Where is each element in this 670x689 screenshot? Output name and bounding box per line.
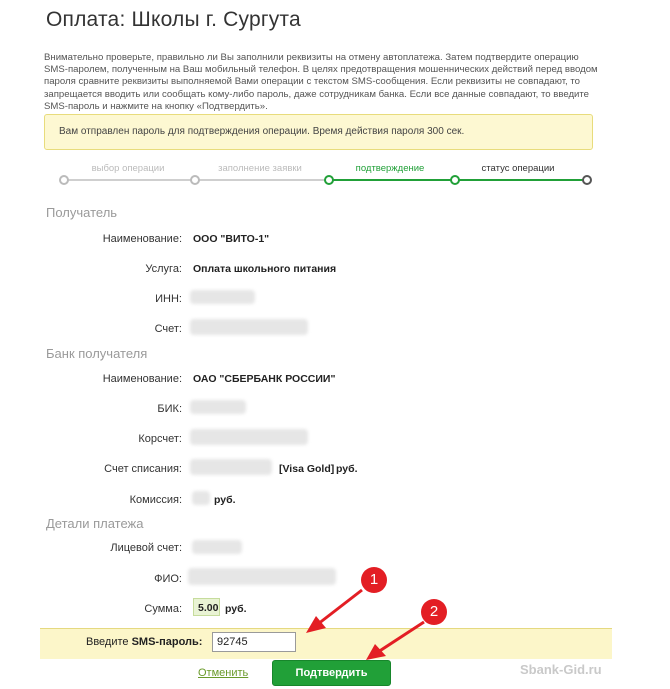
arrow-1-line bbox=[318, 590, 362, 624]
debit-currency: руб. bbox=[336, 463, 358, 475]
recipient-name-value: ООО "ВИТО-1" bbox=[193, 233, 270, 245]
service-value: Оплата школьного питания bbox=[193, 263, 337, 275]
section-recipient: Получатель bbox=[46, 205, 118, 220]
bank-name-label: Наименование: bbox=[102, 373, 182, 385]
fee-currency: руб. bbox=[214, 494, 236, 506]
sms-label-prefix: Введите bbox=[86, 636, 132, 648]
arrow-2-head bbox=[366, 644, 386, 660]
arrow-2-line bbox=[378, 622, 424, 652]
fee-label: Комиссия: bbox=[129, 494, 182, 506]
inn-label: ИНН: bbox=[155, 293, 182, 305]
amount-currency: руб. bbox=[225, 603, 247, 615]
corr-account-label: Корсчет: bbox=[138, 433, 182, 445]
step-label-select: выбор операции bbox=[91, 163, 165, 174]
debit-card-type: [Visa Gold] bbox=[279, 463, 335, 475]
annotation-badge-2: 2 bbox=[421, 599, 447, 625]
recipient-name-label: Наименование: bbox=[102, 233, 182, 245]
service-label: Услуга: bbox=[145, 263, 182, 275]
section-bank: Банк получателя bbox=[46, 346, 148, 361]
watermark: Sbank-Gid.ru bbox=[520, 662, 602, 677]
annotation-badge-1: 1 bbox=[361, 567, 387, 593]
personal-account-label: Лицевой счет: bbox=[110, 542, 182, 554]
page-title: Оплата: Школы г. Сургута bbox=[46, 8, 301, 31]
bank-name-value: ОАО "СБЕРБАНК РОССИИ" bbox=[193, 373, 336, 385]
sms-label-bold: SMS-пароль: bbox=[131, 636, 203, 648]
section-payment-details: Детали платежа bbox=[46, 516, 144, 531]
amount-label: Сумма: bbox=[144, 603, 182, 615]
account-label: Счет: bbox=[154, 323, 182, 335]
fio-label: ФИО: bbox=[154, 573, 182, 585]
instructions-text: Внимательно проверьте, правильно ли Вы заполнили реквизиты на отмену автоплатежа. Затем подтвердите операцию SMS-паролем, полученным на Ваш мобильный телефон. В целях предотвращения мошеннических действий перед вводом пароля сравните реквизиты выполняемой Вами операции с текстом SMS-сообщения. Если реквизиты не совпадают, то запрещается вводить или сообщать кому-либо пароль, даже сотрудникам банка. Если все данные совпадают, то введите SMS-пароль и нажмите на кнопку «Подтвердить». bbox=[44, 52, 598, 112]
step-label-status: статус операции bbox=[481, 163, 555, 174]
cancel-link[interactable]: Отменить bbox=[198, 667, 249, 679]
amount-value: 5.00 bbox=[198, 602, 219, 614]
bik-label: БИК: bbox=[157, 403, 182, 415]
confirm-button[interactable]: Подтвердить bbox=[272, 660, 391, 686]
step-label-confirm: подтверждение bbox=[355, 163, 425, 174]
notice-text: Вам отправлен пароль для подтверждения операции. Время действия пароля 300 сек. bbox=[59, 126, 465, 137]
debit-account-label: Счет списания: bbox=[104, 463, 182, 475]
step-label-fill: заполнение заявки bbox=[218, 163, 302, 174]
